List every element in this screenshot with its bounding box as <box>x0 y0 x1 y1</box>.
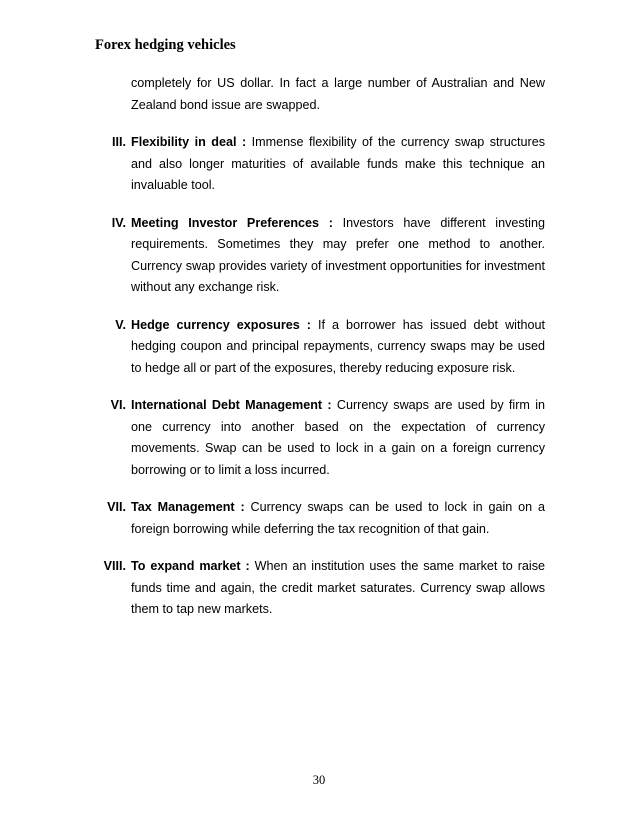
list-item-vi <box>110 395 545 481</box>
list-term: Hedge currency exposures : <box>131 317 318 332</box>
list-numeral: VIII. <box>103 559 126 573</box>
list-term: Meeting Investor Preferences : <box>131 215 343 230</box>
list-text: When an institution uses the same market to raise funds time and again, the credit market saturates. Currency swap allows them to tap new markets. <box>131 559 545 616</box>
page-header-title: Forex hedging vehicles <box>95 37 236 53</box>
list-numeral: VI. <box>110 398 126 412</box>
list-item-vii <box>107 497 546 540</box>
list-numeral: III. <box>112 135 126 149</box>
list-term: Flexibility in deal : <box>131 135 252 149</box>
list-text: Investors have different investing requirements. Sometimes they may prefer one method to another. Currency swap provides variety of investment opportunities for investment without any exchange risk. <box>131 215 545 294</box>
list-numeral: V. <box>115 317 126 332</box>
list-item-viii <box>103 556 545 621</box>
list-numeral: VII. <box>107 500 126 514</box>
page-number: 30 <box>312 773 326 787</box>
continuation-paragraph: completely for US dollar. In fact a large number of Australian and New Zealand bond issue are swapped. <box>131 76 545 112</box>
list-numeral: IV. <box>111 215 126 230</box>
list-term: International Debt Management : <box>131 398 337 412</box>
list-text: Currency swaps are used by firm in one currency into another based on the expectation of currency movements. Swap can be used to lock in a gain on a foreign currency borrowing or to limit a loss incurred. <box>131 398 545 477</box>
list-item-iii <box>112 132 545 197</box>
document-body <box>0 73 638 637</box>
list-text: Immense flexibility of the currency swap structures and also longer maturities of available funds make this technique an invaluable tool. <box>131 135 545 192</box>
list-item-iv <box>111 213 545 299</box>
list-item-v <box>115 315 545 380</box>
list-term: To expand market : <box>131 559 255 573</box>
list-text: If a borrower has issued debt without hedging coupon and principal repayments, currency swaps may be used to hedge all or part of the exposures, thereby reducing exposure risk. <box>131 317 545 375</box>
list-text: Currency swaps can be used to lock in gain on a foreign borrowing while deferring the tax recognition of that gain. <box>131 500 546 536</box>
list-term: Tax Management : <box>131 500 251 514</box>
